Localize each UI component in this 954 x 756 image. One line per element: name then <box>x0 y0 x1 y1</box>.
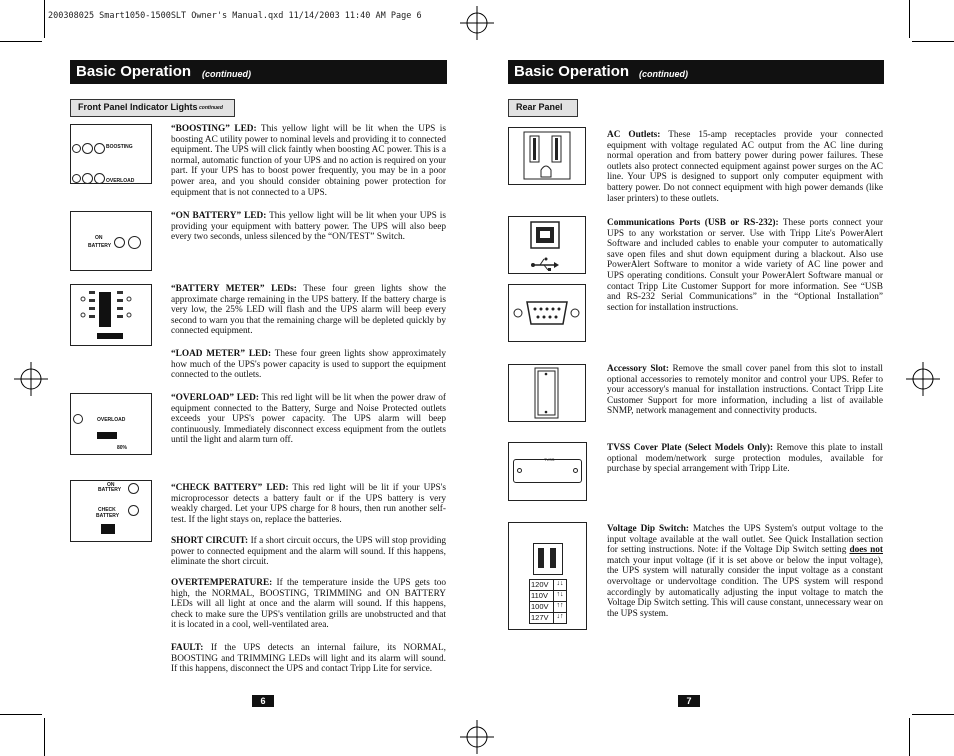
left-title-bar <box>70 60 447 84</box>
registration-mark-right <box>906 362 940 396</box>
section-label-continued: continued <box>199 105 223 111</box>
button-circle <box>128 236 141 249</box>
figure-usb-port <box>508 216 586 274</box>
label-battery: BATTERY <box>88 243 112 249</box>
dip-switch-body <box>533 543 563 575</box>
para-load-meter: “LOAD METER” LED: These four green lights show approximately how much of the UPS's power capacity is used to support the equipment connected to the outlets. <box>171 349 446 381</box>
dip-arrow-icon: ↑↑ <box>556 602 564 609</box>
figure-overload <box>70 393 152 455</box>
crop-mark <box>912 41 954 42</box>
led-circle <box>128 483 139 494</box>
label-overload: OVERLOAD <box>106 178 135 184</box>
right-title-bar <box>508 60 884 84</box>
para-overtemperature: OVERTEMPERATURE: If the temperature inside the UPS gets too high, the NORMAL, BOOSTING, TRIMMING and ON BATTERY LEDs will all light at once and the alarm will sound. If this happens, check to make sure the UPS's ventilation grills are unobstructed and that it is located in a cool, well-ventilated area. <box>171 578 446 631</box>
led-circle <box>82 143 93 154</box>
figure-voltage-dip-switch <box>508 522 587 630</box>
meter-block <box>97 432 117 439</box>
dip-toggle <box>550 548 556 568</box>
voltage-label: 120V <box>530 580 554 590</box>
registration-mark-top <box>460 6 494 40</box>
para-battery-meter: “BATTERY METER” LEDs: These four green lights show the approximate charge remaining in the UPS battery. If the battery charge is very low, the 25% LED will flash and the UPS alarm will beep every second to warn you that the remaining charge will be depleted quickly by connected equipment. <box>171 284 447 337</box>
tvss-plate <box>513 459 582 483</box>
screw-circle <box>517 468 522 473</box>
crop-mark <box>909 0 910 38</box>
label-on: ON <box>107 482 115 488</box>
figure-tvss-cover <box>508 442 587 501</box>
section-label-front-panel <box>70 99 235 117</box>
figure-accessory-slot <box>508 364 586 422</box>
voltage-row <box>530 602 566 613</box>
figure-battery-meter <box>70 284 152 346</box>
section-label-rear-panel <box>508 99 578 117</box>
label-percent: 80% <box>117 445 128 451</box>
para-overload: “OVERLOAD” LED: This red light will be lit when the power draw of equipment connected to the Battery, Surge and Noise Protected outlets exceeds your UPS's power capacity. The UPS alarm will beep continuously. Immediately disconnect excess equipment from the outlets until the light and alarm turn off. <box>171 393 446 446</box>
voltage-row <box>530 591 566 602</box>
voltage-label: 110V <box>530 591 554 601</box>
figure-boosting-overload <box>70 124 152 184</box>
label-overload: OVERLOAD <box>97 417 126 423</box>
dip-arrow-icon: ↑↓ <box>556 591 564 598</box>
crop-mark <box>44 718 45 756</box>
figure-check-battery <box>70 480 152 542</box>
meter-block <box>101 524 115 534</box>
label-boosting: BOOSTING <box>106 144 133 150</box>
label-battery: BATTERY <box>98 487 122 493</box>
registration-mark-bottom <box>460 720 494 754</box>
crop-mark <box>912 714 954 715</box>
led-circle <box>72 144 81 153</box>
led-circle <box>94 173 105 184</box>
led-circle <box>114 237 125 248</box>
page-number-left: 6 <box>252 695 274 707</box>
para-short-circuit: SHORT CIRCUIT: If a short circuit occurs, the UPS will stop providing power to connected equipment and the alarm will sound. If this happens, eliminate the short circuit. <box>171 536 447 568</box>
led-circle <box>72 174 81 183</box>
voltage-label: 127V <box>530 613 554 623</box>
label-on: ON <box>95 235 103 241</box>
title-continued: (continued) <box>202 69 251 79</box>
voltage-row <box>530 580 566 591</box>
page-title: Basic Operation <box>76 63 192 80</box>
led-circle <box>82 173 93 184</box>
title-continued: (continued) <box>639 69 688 79</box>
label-check: CHECK <box>98 507 116 513</box>
crop-mark <box>0 714 42 715</box>
section-label-text: Front Panel Indicator Lights <box>78 102 198 112</box>
figure-on-battery <box>70 211 152 271</box>
dip-toggle <box>538 548 544 568</box>
para-on-battery: “ON BATTERY” LED: This yellow light will be lit when your UPS is providing your equipment with battery power. The UPS will also beep every two seconds, unless silenced by the “ON/TEST” Switch. <box>171 211 446 243</box>
label-battery: BATTERY <box>96 513 120 519</box>
voltage-label: 100V <box>530 602 554 612</box>
para-ac-outlets: AC Outlets: These 15-amp receptacles provide your connected equipment with voltage regulated AC output from the AC line during normal operation and from battery power during power failures. These outlets also protect connected equipment against power surges on the AC line. Your UPS is designed to support only computer equipment with battery power. Do not connect equipment with high power demands (like laser printers) to these outlets. <box>607 130 883 204</box>
para-accessory-slot: Accessory Slot: Remove the small cover panel from this slot to install optional accessories to remotely monitor and control your UPS. Refer to your accessory's manual for installation instructions. Contact Tripp Lite Customer Support for more information, including a list of available SNMP, network management and connectivity products. <box>607 364 883 417</box>
dip-arrow-icon: ↓↑ <box>556 613 564 620</box>
page-title: Basic Operation <box>514 63 630 80</box>
tvss-tag: TVSS <box>544 457 555 462</box>
page-number-right: 7 <box>678 695 700 707</box>
figure-ac-outlets <box>508 127 586 185</box>
para-tvss-cover: TVSS Cover Plate (Select Models Only): Remove this plate to install optional modem/network surge protection modules, available for purchase by special arrangement with Tripp Lite. <box>607 443 883 475</box>
voltage-row <box>530 613 566 623</box>
led-circle <box>128 505 139 516</box>
dip-arrow-icon: ↓↓ <box>556 580 564 587</box>
para-voltage-dip-switch: Voltage Dip Switch: Matches the UPS System's output voltage to the input voltage available at the wall outlet. See Quick Installation section for setting instructions. Note: if the Voltage Dip Switch setting does not match your input voltage (if it is set above or below the input voltage), the UPS system will naturally consider the input voltage as a constant overvoltage or undervoltage condition. The UPS system will respond accordingly by automatically adjusting the input voltage to match the Voltage Dip Switch setting. This will cause constant, unnecessary wear on the UPS system. <box>607 524 883 619</box>
led-circle <box>73 414 83 424</box>
figure-rs232-port <box>508 284 586 342</box>
registration-mark-left <box>14 362 48 396</box>
led-circle <box>94 143 105 154</box>
crop-mark <box>909 718 910 756</box>
crop-mark <box>44 0 45 38</box>
crop-mark <box>0 41 42 42</box>
para-check-battery: “CHECK BATTERY” LED: This red light will be lit if your UPS's microprocessor detects a battery fault or if the UPS battery is very weakly charged. Let your UPS charge for 8 hours, then run another self-test. If the light stays on, replace the batteries. <box>171 483 446 525</box>
para-boosting: “BOOSTING” LED: This yellow light will be lit when the UPS is boosting AC utility power to nominal levels and providing it to connected equipment. The UPS will click faintly when boosting AC power. This is a normal, automatic function of your UPS and no action is required on your part. If your UPS has to boost power frequently, you may be in a poor power area, and you should consider obtaining power protection for equipment that is not connected to a UPS. <box>171 124 446 198</box>
screw-circle <box>573 468 578 473</box>
section-label-text: Rear Panel <box>516 102 563 112</box>
para-fault: FAULT: If the UPS detects an internal failure, its NORMAL, BOOSTING and TRIMMING LEDs will light and its alarm will sound. If this happens, disconnect the UPS and contact Tripp Lite for service. <box>171 643 446 675</box>
file-info-slug: 200308025 Smart1050-1500SLT Owner's Manual.qxd 11/14/2003 11:40 AM Page 6 <box>48 11 422 21</box>
para-communications-ports: Communications Ports (USB or RS-232): These ports connect your UPS to any workstation or server. Use with Tripp Lite's PowerAlert Software and included cables to enable your computer to automatically save open files and shut down equipment during a blackout. Also use PowerAlert Software to monitor a wide variety of AC line power and UPS operating conditions. Consult your PowerAlert Software manual or contact Tripp Lite Customer Support for more information. See “USB and RS-232 Serial Communications” in the “Optional Installation” section for installation instructions. <box>607 218 883 313</box>
voltage-table <box>529 579 567 624</box>
